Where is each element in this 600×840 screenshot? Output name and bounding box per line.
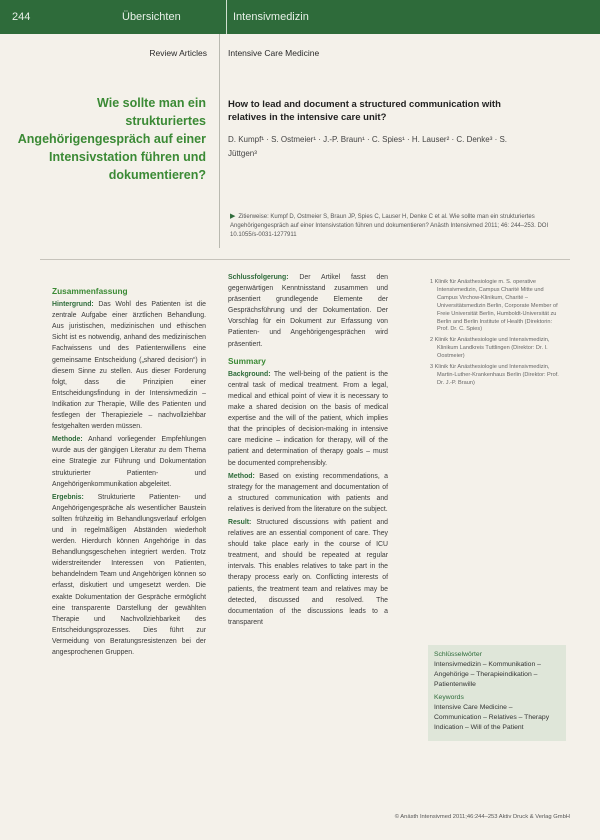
keywords-box: [428, 645, 566, 741]
page-header-bar: [0, 0, 600, 34]
header-column-divider: [219, 34, 220, 248]
paragraph-label: Result:: [228, 518, 252, 526]
paragraph-text: Der Artikel fasst den gegenwärtigen Kenntnisstand zusammen und präsentiert grundlegende Elemente der Gesprächsführung und der Dokumentation. Der Vorschlag für ein Dokument zur Erfassung von Patienten- und Angehörigengesprächen wird präsentiert.: [228, 274, 388, 348]
abstract-heading-en: Summary: [228, 355, 266, 366]
paragraph-text: Das Wohl des Patienten ist die zentrale Aufgabe einer ärztlichen Behandlung. Aus juristischen, medizinischen und ethischen Sicht ist es notwendig, anhand des medizinischen Fachwissens und des Patientenwillens eine gemeinsame Entscheidung („shared decision“) in diesem Sinne zu stellen. Aus dieser Forderung folgt, dass die Prinzipien einer Entscheidungsfindung in der Intensivmedizin – Indikation zur Therapie, Wille des Patienten und festlegen der Therapieziele – nachvollziehbar festgehalten werden müssen.: [52, 301, 206, 431]
citation-note: [230, 212, 550, 240]
abstract-paragraph: [52, 434, 206, 489]
paragraph-text: Strukturierte Patienten- und Angehörigengespräche als wesentlicher Baustein sollten frühzeitig im Behandlungsverlauf erfolgen und in regelmäßigen Abständen wiederholt werden. Hierdurch können Angehörige in das Behandlungsgeschehen integriert werden. Trotz widerstreitender Interessen von Patienten, behandelndem Team und Angehörigen können so erfasst, diskutiert und umgesetzt werden. Die exakte Dokumentation der Gespräche ermöglicht eine transparente Darstellung der gewählten Therapie und Nachvollziehbarkeit des Entscheidungsprozesses. Dies führt zur Vermeidung von Beratungsresistenzen bei der angesprochenen Gruppen.: [52, 493, 206, 656]
paragraph-label: Methode:: [52, 436, 83, 444]
section-label-specialty: Intensivmedizin: [233, 11, 309, 23]
abstract-heading-de: Zusammenfassung: [52, 286, 128, 296]
summary-paragraph: [228, 517, 388, 628]
paragraph-text: Based on existing recommendations, a strategy for the management and documentation of a structured communication with patients and relatives is derived from the literature on the subject.: [228, 472, 388, 513]
keywords-heading-en: Keywords: [434, 694, 464, 701]
abstract-paragraph: [52, 299, 206, 432]
header-divider: [226, 0, 227, 34]
affiliation-item: 2 Klinik für Anästhesiologie und Intensivmedizin, Klinikum Landkreis Tuttlingen (Direktor: Dr. I. Oostmeier): [430, 337, 550, 360]
paragraph-label: Ergebnis:: [52, 493, 84, 501]
keywords-text-de: Intensivmedizin – Kommunikation – Angehörige – Therapieindikation – Patientenwille: [434, 661, 541, 688]
paragraph-label: Hintergrund:: [52, 301, 94, 309]
copyright-footer: © Anästh Intensivmed 2011;46:244–253 Aktiv Druck & Verlag GmbH: [394, 814, 570, 820]
paragraph-label: Method:: [228, 472, 255, 480]
keywords-text-en: Intensive Care Medicine – Communication – Relatives – Therapy Indication – Will of the Patient: [434, 704, 550, 731]
summary-paragraph: [228, 471, 388, 515]
specialty-label-en: Intensive Care Medicine: [228, 48, 320, 58]
paragraph-text: The well-being of the patient is the central task of medical treatment. From a legal, medical and ethical point of view it is necessary to make a shared decision on the basis of medical expertise and the will of the patient, which implies that the principles of decision-making in intensive care medicine – indication for therapy, will of the patient and determination of therapy goals – must be documented comprehensibly.: [228, 370, 388, 467]
abstract-english-column: [228, 272, 388, 630]
paragraph-text: Anhand vorliegender Empfehlungen wurde aus der gängigen Literatur zu dem Thema eine Strategie zur Führung und Dokumentation strukturierter Patienten- und Angehörigenkommunikation abgeleitet.: [52, 436, 206, 488]
affiliations-column: [430, 279, 562, 391]
paragraph-text: Structured discussions with patient and relatives are an essential component of care. They should take place early in the course of ICU treatment, and should be repeated at regular intervals. This enables relatives to take part in the therapy process early on. Conflicting interests of patients, the treatment team and relatives may be detected, discussed and resolved. The documentation of the discussions leads to a transparent: [228, 518, 388, 626]
page-number: 244: [12, 11, 31, 23]
keywords-heading-de: Schlüsselwörter: [434, 651, 482, 658]
paragraph-label: Background:: [228, 370, 271, 378]
abstract-german-column: [52, 286, 206, 660]
affiliation-item: 3 Klinik für Anästhesiologie und Intensivmedizin, Martin-Luther-Krankenhaus Berlin (Direktor: Prof. Dr. J.-P. Braun): [430, 364, 559, 386]
paragraph-label: Schlussfolgerung:: [228, 274, 289, 281]
title-english: How to lead and document a structured communication with relatives in the intensive care unit?: [228, 99, 501, 123]
author-list: D. Kumpf¹ · S. Ostmeier¹ · J.-P. Braun¹ · C. Spies¹ · H. Lauser² · C. Denke³ · S. Jüttgen³: [228, 135, 508, 158]
conclusion-paragraph: [228, 272, 388, 350]
section-label-de: Übersichten: [122, 11, 181, 23]
citation-text: Zitierweise: Kumpf D, Ostmeier S, Braun JP, Spies C, Lauser H, Denke C et al. Wie sollte man ein strukturiertes Angehörigengespräch auf einer Intensivstation führen und dokumentieren? Anästh Intensivmed 2011; 46: 244–253. DOI 10.1055/s-0031-1277911: [230, 214, 549, 238]
affiliation-item: 1 Klinik für Anästhesiologie m. S. operative Intensivmedizin, Campus Charité Mitte und Campus Virchow-Klinikum, Charité – Universitätsmedizin Berlin, Corporate Member of Freie Universität Berlin, Humboldt-Universität zu Berlin and Berlin Institute of Health (Direktorin: Prof. Dr. C. Spies): [430, 279, 558, 333]
article-type-label: Review Articles: [149, 48, 207, 58]
section-divider: [40, 259, 570, 260]
summary-paragraph: [228, 369, 388, 469]
triangle-bullet-icon: ▶: [230, 213, 236, 220]
title-german: Wie sollte man ein strukturiertes Angehörigengespräch auf einer Intensivstation führen und dokumentieren?: [17, 96, 206, 182]
abstract-paragraph: [52, 492, 206, 658]
